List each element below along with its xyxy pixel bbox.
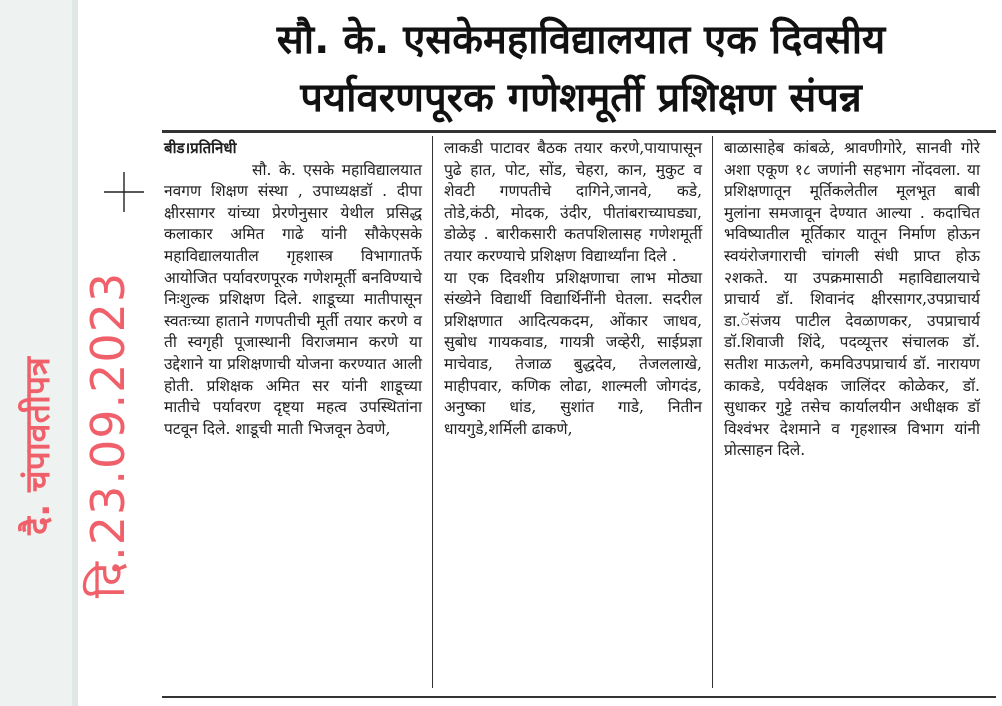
article-column-3 [724,138,980,462]
column-2-paragraph-2: या एक दिवशीय प्रशिक्षणाचा लाभ मोठ्या संख्येने विद्यार्थी विद्यार्थिनींनी घेतला. सदरील प्रशिक्षणात आदित्यकदम, ओंकार जाधव, सुबोध गायकवाड, गायत्री जव्हेरी, साईप्रज्ञा माचेवाड, तेजाळ बुद्धदेव, तेजललाखे, माहीपवार, कणिक लोढा, शाल्मली जोगदंड, अनुष्का धांड, सुशांत गाडे, नितीन धायगुडे,शर्मिली ढाकणे, [444,268,702,438]
column-2-paragraph-1: लाकडी पाटावर बैठक तयार करणे,पायापासून पुढे हात, पोट, सोंड, चेहरा, कान, मुकुट व शेवटी गणपतीचे दागिने,जानवे, कडे, तोडे,कंठी, मोदक, उंदीर, पीतांबराच्याघड्या, डोळेइ . बारीकसारी कतपशिलासह गणेशमूर्ती तयार करण्याचे प्रशिक्षण विद्यार्थ्यांना दिले . [444,139,702,265]
article-column-2 [444,138,702,440]
article-column-1 [164,138,422,440]
top-rule [162,130,996,133]
registration-crosshair [104,172,144,212]
column-divider-2 [712,136,713,688]
bottom-rule [162,696,996,698]
headline-line-1: सौ. के. एसकेमहाविद्यालयात एक दिवसीय [276,17,886,63]
publication-date-stamp: दि.23.09.2023 [81,271,135,599]
headline [160,8,1002,126]
headline-line-2: पर्यावरणपूरक गणेशमूर्ती प्रशिक्षण संपन्न [300,75,862,121]
column-1-text: सौ. के. एसके महाविद्यालयात नवगण शिक्षण संस्था , उपाध्यक्षडॉ . दीपा क्षीरसागर यांच्या प्रेरणेनुसार येथील प्रसिद्ध कलाकार अमित गाढे यांनी सौकेएसके महाविद्यालयातील गृहशास्त्र विभागातर्फे आयोजित पर्यावरणपूरक गणेशमूर्ती बनविण्याचे निःशुल्क प्रशिक्षण दिले. शाडूच्या मातीपासून स्वतःच्या हाताने गणपतीची मूर्ती तयार करणे व ती स्वगृही पूजास्थानी विराजमान करणे या उद्देशाने या प्रशिक्षणाची योजना करण्यात आली होती. प्रशिक्षक अमित सर यांनी शाडूच्या मातीचे पर्यावरण दृष्ट्या महत्व उपस्थितांना पटवून दिले. शाडूची माती भिजवून ठेवणे, [164,160,422,438]
newspaper-name-stamp: दै. चंपावतीपत्र [18,357,58,535]
column-divider-1 [432,136,433,688]
column-3-text: बाळासाहेब कांबळे, श्रावणीगोरे, सानवी गोरे अशा एकूण १८ जणांनी सहभाग नोंदवला. या प्रशिक्षणातून मूर्तिकलेतील मूलभूत बाबी मुलांना समजावून देण्यात आल्या . कदाचित भविष्यातील मूर्तिकार यातून निर्माण होऊन स्वयंरोजगाराची चांगली संधी प्राप्त होऊ २शकते. या उपक्रमासाठी महाविद्यालयाचे प्राचार्य डॉ. शिवानंद क्षीरसागर,उपप्राचार्य डा.ॅसंजय पाटील देवळाणकर, उपप्राचार्य डॉ.शिवाजी शिंदे, पदव्यूत्तर संचालक डॉ. सतीश माऊलगे, कमविउपप्राचार्य डॉ. नारायण काकडे, पर्यवेक्षक जालिंदर कोळेकर, डॉ. सुधाकर गुट्टे तसेच कार्यालयीन अधीक्षक डॉ विश्वंभर देशमाने व गृहशास्त्र विभाग यांनी प्रोत्साहन दिले. [724,139,980,460]
byline: बीड।प्रतिनिधी [164,139,237,157]
